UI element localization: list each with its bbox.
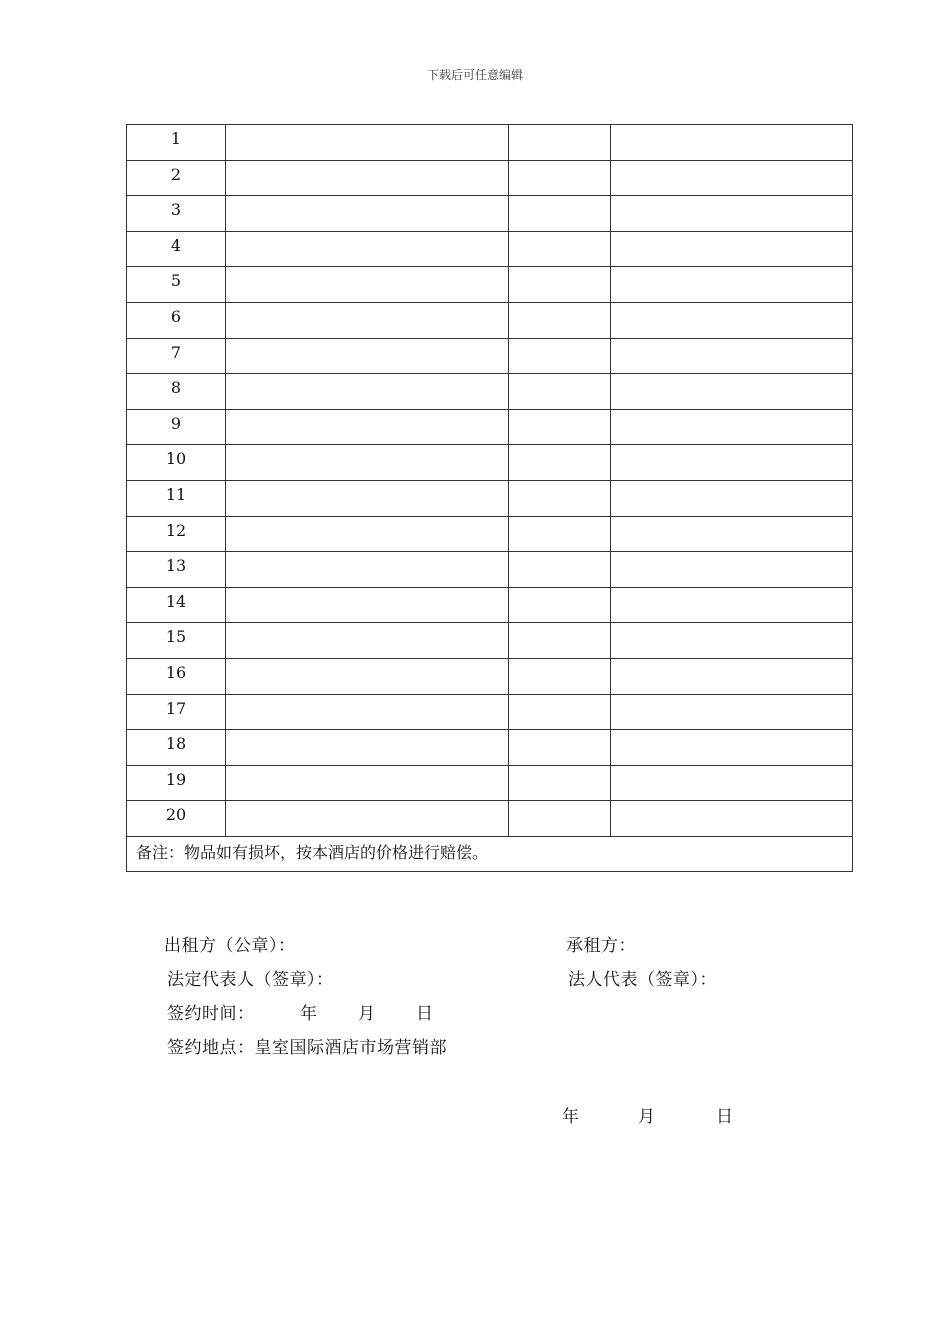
note-cell: 备注：物品如有损坏，按本酒店的价格进行赔偿。 [127,836,853,872]
empty-cell [611,516,853,552]
empty-cell [509,765,611,801]
row-number-cell: 11 [127,480,226,516]
empty-cell [226,480,509,516]
empty-cell [611,338,853,374]
table-row [127,302,853,338]
footer-day-label: 日 [716,1107,734,1127]
row-number-cell: 7 [127,338,226,374]
empty-cell [226,445,509,481]
empty-cell [611,694,853,730]
row-number-cell: 18 [127,730,226,766]
empty-cell [611,480,853,516]
items-table [126,124,853,872]
lessee-label: 承租方： [566,936,636,956]
table-row [127,125,853,161]
table-row [127,587,853,623]
empty-cell [509,231,611,267]
empty-cell [509,694,611,730]
empty-cell [226,231,509,267]
empty-cell [226,587,509,623]
row-number-cell: 10 [127,445,226,481]
empty-cell [226,302,509,338]
empty-cell [611,658,853,694]
empty-cell [611,125,853,161]
items-table-body [127,125,853,872]
row-number-cell: 6 [127,302,226,338]
table-row [127,658,853,694]
empty-cell [509,302,611,338]
empty-cell [611,730,853,766]
table-row [127,801,853,837]
table-row [127,374,853,410]
empty-cell [611,231,853,267]
table-row [127,160,853,196]
empty-cell [611,587,853,623]
empty-cell [226,694,509,730]
empty-cell [611,196,853,232]
lessor-seal-label: 出租方（公章）： [164,936,296,956]
lessor-legal-rep-label: 法定代表人（签章）： [167,970,334,990]
empty-cell [509,516,611,552]
table-row [127,480,853,516]
download-note: 下载后可任意编辑 [426,68,523,82]
table-row [127,623,853,659]
table-row [127,765,853,801]
sign-year-label: 年 [300,1004,318,1024]
footer-year-label: 年 [562,1107,580,1127]
empty-cell [611,374,853,410]
row-number-cell: 8 [127,374,226,410]
table-row [127,516,853,552]
row-number-cell: 15 [127,623,226,659]
empty-cell [226,409,509,445]
empty-cell [226,623,509,659]
empty-cell [611,623,853,659]
empty-cell [509,338,611,374]
table-row [127,196,853,232]
empty-cell [509,730,611,766]
empty-cell [226,374,509,410]
table-row [127,409,853,445]
empty-cell [509,409,611,445]
row-number-cell: 3 [127,196,226,232]
empty-cell [611,409,853,445]
empty-cell [509,623,611,659]
empty-cell [226,196,509,232]
empty-cell [611,765,853,801]
empty-cell [226,765,509,801]
row-number-cell: 19 [127,765,226,801]
footer-month-label: 月 [638,1107,656,1127]
row-number-cell: 14 [127,587,226,623]
empty-cell [226,730,509,766]
empty-cell [611,445,853,481]
sign-month-label: 月 [358,1004,376,1024]
empty-cell [509,160,611,196]
empty-cell [611,302,853,338]
empty-cell [226,552,509,588]
empty-cell [611,552,853,588]
empty-cell [226,658,509,694]
empty-cell [509,587,611,623]
lessee-legal-rep-label: 法人代表（签章）： [568,970,717,990]
row-number-cell: 9 [127,409,226,445]
empty-cell [509,445,611,481]
empty-cell [509,125,611,161]
empty-cell [509,196,611,232]
empty-cell [226,160,509,196]
empty-cell [509,801,611,837]
empty-cell [226,125,509,161]
row-number-cell: 5 [127,267,226,303]
table-row [127,445,853,481]
table-row [127,730,853,766]
empty-cell [611,801,853,837]
sign-day-label: 日 [416,1004,434,1024]
empty-cell [509,267,611,303]
row-number-cell: 20 [127,801,226,837]
empty-cell [226,801,509,837]
row-number-cell: 13 [127,552,226,588]
note-row [127,836,853,872]
empty-cell [509,480,611,516]
empty-cell [611,160,853,196]
empty-cell [611,267,853,303]
table-row [127,552,853,588]
row-number-cell: 17 [127,694,226,730]
row-number-cell: 12 [127,516,226,552]
sign-time-label: 签约时间： [167,1004,255,1024]
empty-cell [226,267,509,303]
empty-cell [226,338,509,374]
row-number-cell: 16 [127,658,226,694]
table-row [127,231,853,267]
empty-cell [509,552,611,588]
row-number-cell: 1 [127,125,226,161]
table-row [127,267,853,303]
empty-cell [509,374,611,410]
empty-cell [226,516,509,552]
row-number-cell: 4 [127,231,226,267]
table-row [127,694,853,730]
table-row [127,338,853,374]
sign-place-label: 签约地点：皇室国际酒店市场营销部 [167,1038,447,1058]
empty-cell [509,658,611,694]
row-number-cell: 2 [127,160,226,196]
